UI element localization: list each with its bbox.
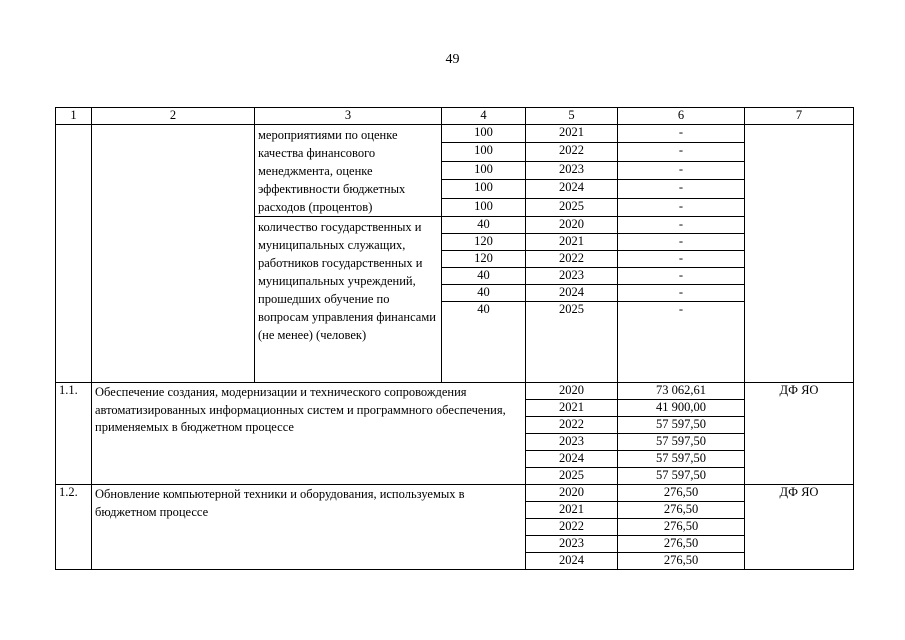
amount: 57 597,50 [618,468,745,485]
year: 2025 [526,302,618,383]
year: 2021 [526,502,618,519]
amount: - [618,251,745,268]
target-value: 40 [442,217,526,234]
executor: ДФ ЯО [745,383,854,485]
table-row [56,125,854,143]
amount: 57 597,50 [618,417,745,434]
amount: 73 062,61 [618,383,745,400]
amount: - [618,198,745,216]
item-title: Обеспечение создания, модернизации и технического сопровождения автоматизированных информационных систем и программного обеспечения, применяемых в бюджетном процессе [92,383,526,485]
target-value: 100 [442,143,526,161]
program-table [55,107,854,570]
header-row [56,108,854,125]
amount: 57 597,50 [618,434,745,451]
indicator-b-text: количество государственных и муниципальных служащих, работников государственных и муниципальных учреждений, прошедших обучение по вопросам управления финансами (не менее) (человек) [255,217,442,383]
year: 2020 [526,383,618,400]
col-header: 4 [442,108,526,125]
target-value: 100 [442,161,526,179]
target-value: 120 [442,251,526,268]
table-row [56,485,854,502]
col-header: 5 [526,108,618,125]
item-number: 1.2. [56,485,92,570]
amount: 276,50 [618,485,745,502]
target-value: 40 [442,285,526,302]
year: 2023 [526,536,618,553]
year: 2022 [526,519,618,536]
amount: - [618,143,745,161]
year: 2021 [526,234,618,251]
amount: 276,50 [618,519,745,536]
amount: - [618,234,745,251]
target-value: 120 [442,234,526,251]
page-number: 49 [445,52,460,67]
col-header: 1 [56,108,92,125]
amount: 276,50 [618,502,745,519]
amount: 276,50 [618,553,745,570]
year: 2023 [526,161,618,179]
year: 2024 [526,451,618,468]
target-value: 40 [442,302,526,383]
title-cell [92,125,255,383]
amount: - [618,125,745,143]
col-header: 3 [255,108,442,125]
year: 2023 [526,434,618,451]
amount: 41 900,00 [618,400,745,417]
amount: - [618,180,745,198]
year: 2022 [526,251,618,268]
amount: - [618,285,745,302]
year: 2025 [526,198,618,216]
target-value: 100 [442,180,526,198]
executor: ДФ ЯО [745,485,854,570]
year: 2021 [526,125,618,143]
target-value: 40 [442,268,526,285]
amount: 276,50 [618,536,745,553]
amount: 57 597,50 [618,451,745,468]
year: 2022 [526,143,618,161]
year: 2020 [526,485,618,502]
year: 2024 [526,285,618,302]
col-header: 2 [92,108,255,125]
table-row [56,383,854,400]
amount: - [618,217,745,234]
target-value: 100 [442,125,526,143]
year: 2020 [526,217,618,234]
amount: - [618,161,745,179]
amount: - [618,268,745,285]
indicator-a-text: мероприятиями по оценке качества финансового менеджмента, оценке эффективности бюджетных расходов (процентов) [255,125,442,217]
item-title: Обновление компьютерной техники и оборудования, используемых в бюджетном процессе [92,485,526,570]
col-header: 7 [745,108,854,125]
amount: - [618,302,745,383]
col-header: 6 [618,108,745,125]
item-number: 1.1. [56,383,92,485]
year: 2021 [526,400,618,417]
executor-cell [745,125,854,383]
year: 2022 [526,417,618,434]
target-value: 100 [442,198,526,216]
num-cell [56,125,92,383]
year: 2024 [526,180,618,198]
year: 2023 [526,268,618,285]
year: 2024 [526,553,618,570]
year: 2025 [526,468,618,485]
